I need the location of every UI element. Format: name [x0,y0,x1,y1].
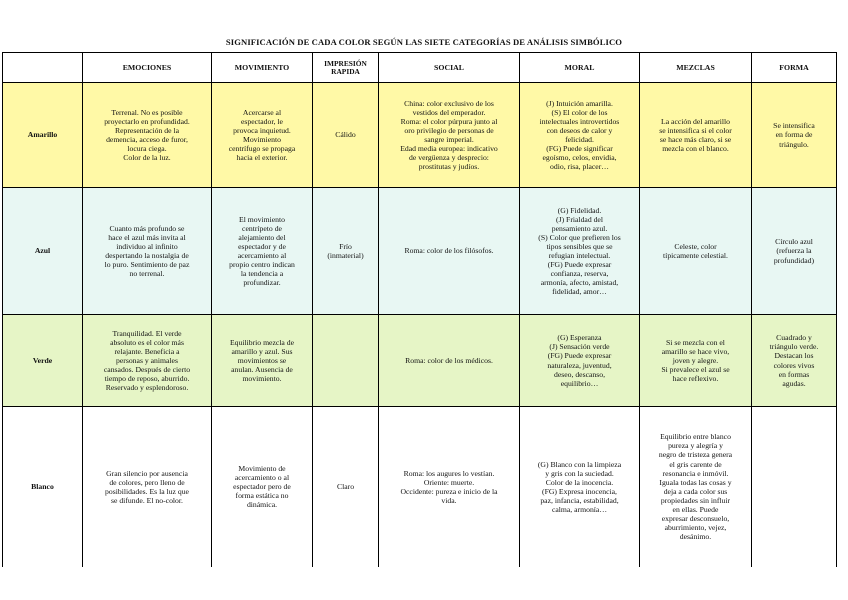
header-row [3,53,837,83]
cell-blanco-impresion: Claro [313,407,379,567]
cell-amarillo-movimiento: Acercarse al espectador, le provoca inquietud. Movimiento centrífugo se propaga hacia el exterior. [212,83,313,188]
cell-blanco-emociones: Gran silencio por ausencia de colores, pero lleno de posibilidades. Es la luz que se difunde. El no-color. [83,407,212,567]
header-impresion: IMPRESIÓN RAPIDA [313,53,379,83]
cell-blanco-movimiento: Movimiento de acercamiento o al espectador pero de forma estática no dinámica. [212,407,313,567]
cell-amarillo-mezclas: La acción del amarillo se intensifica si el color se hace más claro, si se mezcla con el blanco. [640,83,752,188]
cell-verde-social: Roma: color de los médicos. [379,315,520,407]
cell-azul-forma: Círculo azul (refuerza la profundidad) [752,188,837,315]
cell-verde-impresion [313,315,379,407]
row-label-amarillo: Amarillo [3,83,83,188]
cell-amarillo-impresion: Cálido [313,83,379,188]
cell-azul-impresion: Frío (inmaterial) [313,188,379,315]
cell-azul-mezclas: Celeste, color típicamente celestial. [640,188,752,315]
cell-verde-mezclas: Si se mezcla con el amarillo se hace vivo, joven y alegre. Si prevalece el azul se hace reflexivo. [640,315,752,407]
header-emociones: EMOCIONES [83,53,212,83]
row-azul [3,188,837,315]
cell-amarillo-social: China: color exclusivo de los vestidos del emperador. Roma: el color púrpura junto al oro privilegio de personas de sangre imperial. Edad media europea: indicativo de vergüenza y desprecio: prostitutas y judíos. [379,83,520,188]
cell-azul-emociones: Cuanto más profundo se hace el azul más invita al individuo al infinito despertando la nostalgia de lo puro. Sentimiento de paz no terrenal. [83,188,212,315]
header-moral: MORAL [520,53,640,83]
row-label-blanco: Blanco [3,407,83,567]
header-movimiento: MOVIMIENTO [212,53,313,83]
row-verde [3,315,837,407]
cell-blanco-social: Roma: los augures lo vestían. Oriente: muerte. Occidente: pureza e inicio de la vida. [379,407,520,567]
row-blanco [3,407,837,567]
corner-cell [3,53,83,83]
cell-azul-movimiento: El movimiento centrípeto de alejamiento del espectador y de acercamiento al propio centro indican la tendencia a profundizar. [212,188,313,315]
page-title: SIGNIFICACIÓN DE CADA COLOR SEGÚN LAS SIETE CATEGORÍAS DE ANÁLISIS SIMBÓLICO [225,37,623,47]
header-forma: FORMA [752,53,837,83]
cell-verde-forma: Cuadrado y triángulo verde. Destacan los colores vivos en formas agudas. [752,315,837,407]
cell-azul-social: Roma: color de los filósofos. [379,188,520,315]
cell-amarillo-emociones: Terrenal. No es posible proyectarlo en profundidad. Representación de la demencia, acceso de furor, locura ciega. Color de la luz. [83,83,212,188]
cell-azul-moral: (G) Fidelidad. (J) Frialdad del pensamiento azul. (S) Color que prefieren los tipos sensibles que se refugian intelectual. (FG) Puede expresar confianza, reserva, armonía, afecto, amistad, fidelidad, amor… [520,188,640,315]
cell-verde-movimiento: Equilibrio mezcla de amarillo y azul. Sus movimientos se anulan. Ausencia de movimiento. [212,315,313,407]
color-meaning-table [2,52,837,567]
header-mezclas: MEZCLAS [640,53,752,83]
cell-blanco-forma [752,407,837,567]
cell-verde-moral: (G) Esperanza (J) Sensación verde (FG) Puede expresar naturaleza, juventud, deseo, descanso, equilibrio… [520,315,640,407]
row-label-verde: Verde [3,315,83,407]
cell-blanco-moral: (G) Blanco con la limpieza y gris con la suciedad. Color de la inocencia. (FG) Expresa inocencia, paz, infancia, estabilidad, calma, armonía… [520,407,640,567]
cell-verde-emociones: Tranquilidad. El verde absoluto es el color más relajante. Beneficia a personas y animales cansados. Después de cierto tiempo de reposo, aburrido. Reservado y esplendoroso. [83,315,212,407]
header-social: SOCIAL [379,53,520,83]
cell-blanco-mezclas: Equilibrio entre blanco pureza y alegría y negro de tristeza genera el gris carente de resonancia e inmóvil. Iguala todas las cosas y deja a cada color sus propiedades sin influir en ellas. Puede expresar desconsuelo, aburrimiento, vejez, desánimo. [640,407,752,567]
cell-amarillo-forma: Se intensifica en forma de triángulo. [752,83,837,188]
row-label-azul: Azul [3,188,83,315]
cell-amarillo-moral: (J) Intuición amarilla. (S) El color de los intelectuales introvertidos con deseos de calor y felicidad. (FG) Puede significar egoísmo, celos, envidia, odio, risa, placer… [520,83,640,188]
row-amarillo [3,83,837,188]
